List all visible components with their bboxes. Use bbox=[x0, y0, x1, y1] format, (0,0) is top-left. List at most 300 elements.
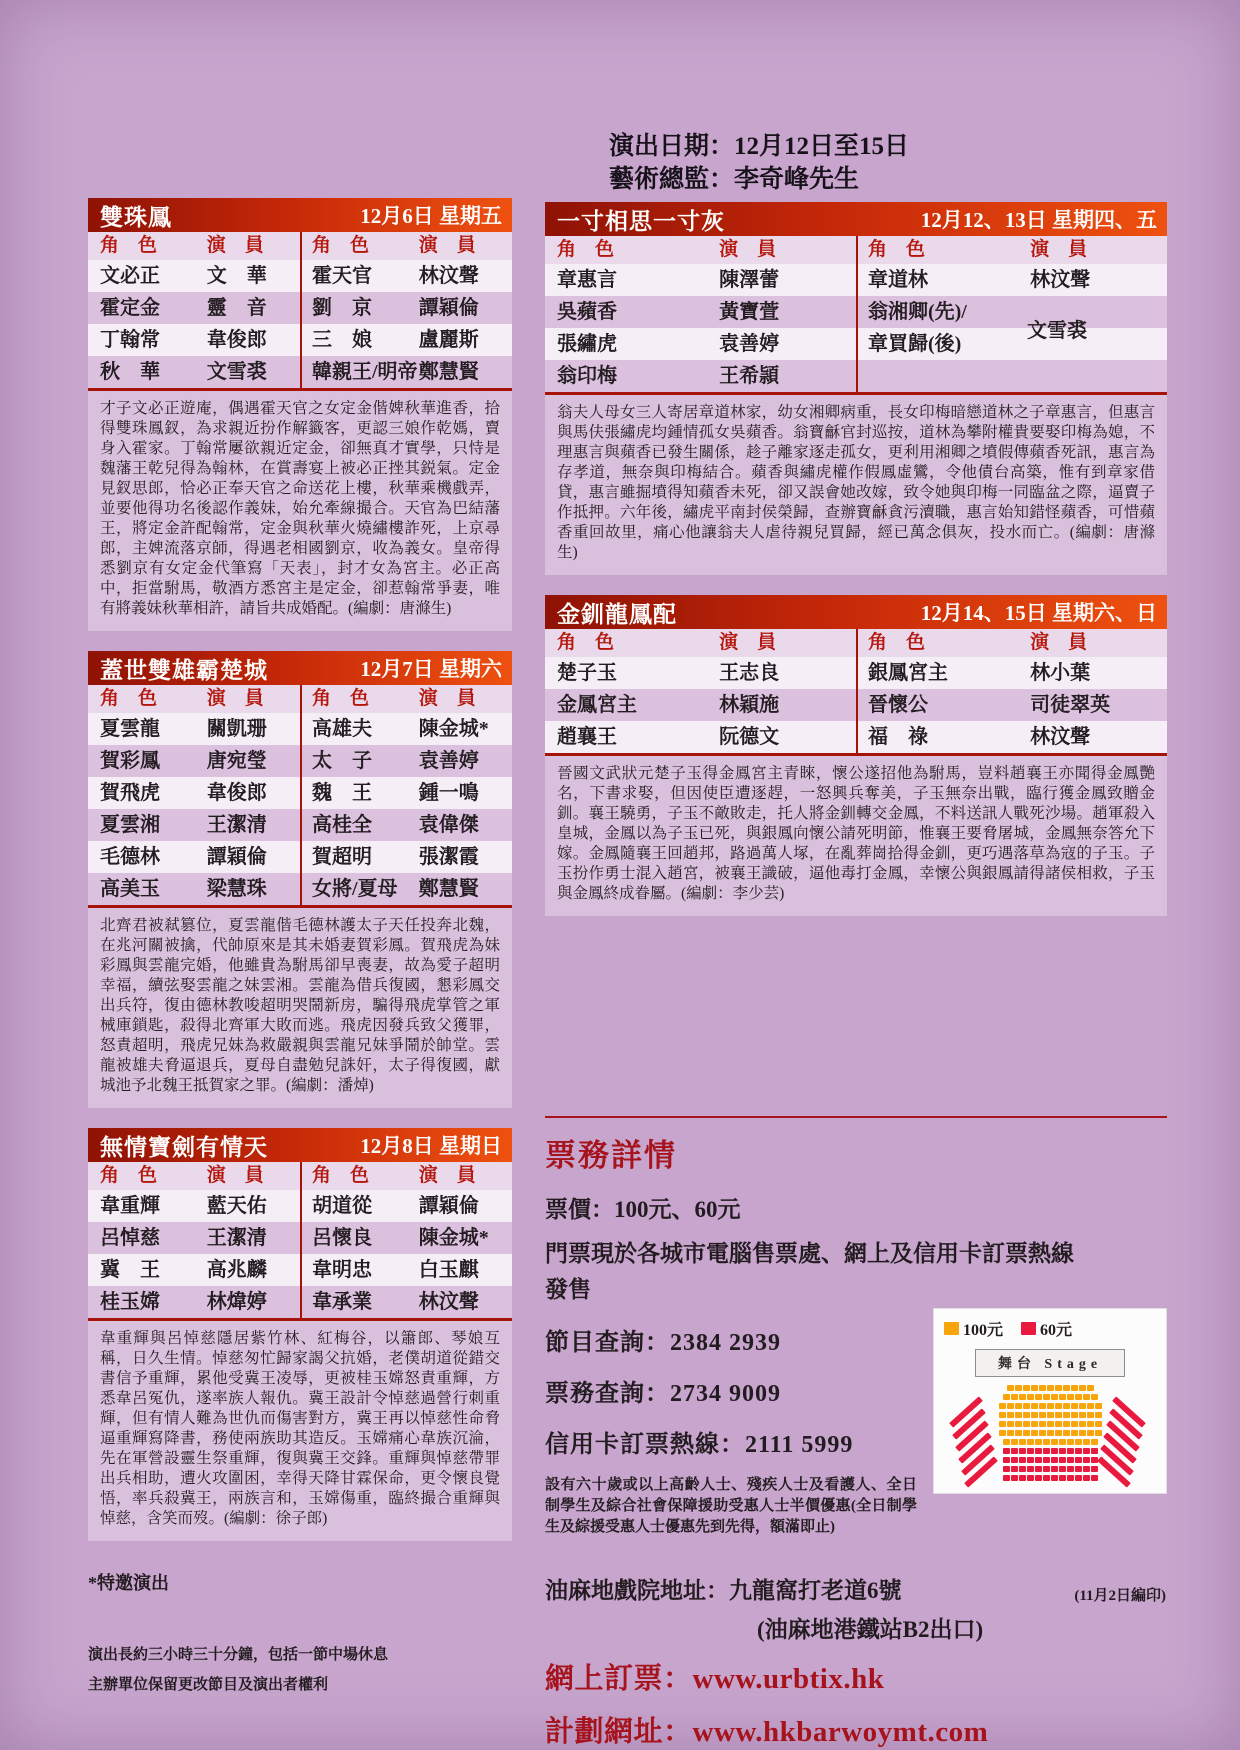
section-divider bbox=[545, 1116, 1167, 1118]
seat bbox=[1011, 1448, 1018, 1454]
seat-wing-left bbox=[946, 1409, 992, 1475]
seat-map-legend bbox=[942, 1317, 1158, 1340]
actor-cell: 黃寶萱 bbox=[719, 301, 780, 323]
actor-cell bbox=[1030, 360, 1167, 392]
actor-cell: 靈 音 bbox=[206, 297, 267, 319]
show-title: 蓋世雙雄霸楚城 bbox=[100, 657, 268, 683]
role-cell: 劉 京 bbox=[311, 297, 372, 319]
seat bbox=[1003, 1448, 1010, 1454]
role-cell: 高桂全 bbox=[311, 814, 372, 836]
seat bbox=[1095, 1421, 1102, 1427]
seat bbox=[1091, 1394, 1098, 1400]
seat bbox=[1051, 1457, 1058, 1463]
seat bbox=[1035, 1457, 1042, 1463]
actor-cell: 陳金城* bbox=[418, 1227, 489, 1249]
seat-row bbox=[999, 1412, 1102, 1418]
seat bbox=[1051, 1448, 1058, 1454]
role-cell: 霍定金 bbox=[100, 297, 160, 319]
seat-row bbox=[999, 1430, 1102, 1436]
seat bbox=[1071, 1403, 1078, 1409]
role-cell: 章道林 bbox=[867, 269, 928, 291]
seat bbox=[1047, 1430, 1054, 1436]
show-block bbox=[88, 198, 512, 631]
seat bbox=[1003, 1457, 1010, 1463]
performance-dates: 演出日期：12月12日至15日 bbox=[609, 133, 910, 160]
synopsis: 晉國文武狀元楚子玉得金鳳宮主青睞，懷公遂招他為駙馬，豈料趙襄王亦聞得金鳳艷名，下書求娶，但因使臣遭逐趕，一怒興兵奪美，子玉無奈出戰，臨行獲金鳳致贈金釧。襄王驍勇，子玉不敵敗走，托人將金釧轉交金鳳，不料送訊人戰死沙場。趙軍殺入皇城，金鳳以為子玉已死，與銀鳳向懷公請死明節，惟襄王要脅屠城，金鳳無奈答允下嫁。金鳳隨襄王回趙邦，路過萬人塚，在亂葬崗拾得金釧，更巧遇落草為寇的子玉。子玉扮作勇士混入趙宮，被襄王識破，逼他毒打金鳳，幸懷公與銀鳳請得諸侯相救，子玉與金鳳終成眷屬。(編劇：李少芸) bbox=[557, 765, 1155, 902]
seat bbox=[999, 1421, 1006, 1427]
role-cell: 毛德林 bbox=[100, 846, 160, 868]
venue-address-line1: 油麻地戲院地址：九龍窩打老道6號 bbox=[545, 1578, 902, 1603]
seat bbox=[1059, 1439, 1066, 1445]
seat bbox=[1019, 1448, 1026, 1454]
seat bbox=[1031, 1421, 1038, 1427]
seat bbox=[1055, 1403, 1062, 1409]
role-cell: 桂玉嫦 bbox=[100, 1291, 160, 1313]
seat-row bbox=[1003, 1457, 1098, 1463]
actor-cell: 林穎施 bbox=[719, 694, 780, 716]
seat bbox=[1051, 1466, 1058, 1472]
seat bbox=[1075, 1475, 1082, 1481]
price-swatch-60 bbox=[1021, 1322, 1036, 1335]
cast-table bbox=[88, 685, 512, 908]
seat bbox=[1035, 1475, 1042, 1481]
seat bbox=[1007, 1421, 1014, 1427]
cast-table bbox=[88, 1162, 512, 1321]
show-block bbox=[88, 1128, 512, 1541]
seat bbox=[1019, 1475, 1026, 1481]
seat bbox=[1043, 1466, 1050, 1472]
seat bbox=[1039, 1430, 1046, 1436]
role-cell: 章買歸(後) bbox=[867, 333, 962, 355]
actor-cell: 高兆麟 bbox=[206, 1259, 267, 1281]
seat bbox=[1023, 1412, 1030, 1418]
role-cell: 文必正 bbox=[100, 265, 160, 287]
actor-cell: 文 華 bbox=[206, 265, 267, 287]
show-title-bar bbox=[88, 198, 512, 232]
role-cell: 秋 華 bbox=[100, 361, 160, 383]
seat bbox=[1047, 1412, 1054, 1418]
show-date: 12月8日 星期日 bbox=[360, 1134, 502, 1158]
actor-cell: 王希頴 bbox=[719, 365, 780, 387]
right-show-blocks bbox=[545, 202, 1167, 916]
show-title-bar bbox=[88, 651, 512, 685]
seat-row bbox=[1003, 1394, 1098, 1400]
seat bbox=[1091, 1475, 1098, 1481]
show-date: 12月12、13日 星期四、五 bbox=[920, 208, 1157, 232]
column-header-actor: 演 員 bbox=[719, 632, 777, 653]
actor-cell: 林小葉 bbox=[1030, 662, 1091, 684]
seat bbox=[1003, 1466, 1010, 1472]
actor-cell: 韋俊郎 bbox=[206, 329, 267, 351]
actor-cell: 文雪裘 bbox=[206, 361, 267, 383]
synopsis: 韋重輝與呂悼慈隱居紫竹林、紅梅谷，以簫郎、琴娘互稱，日久生情。悼慈匆忙歸家謁父抗婚，老僕胡道從錯交書信予重輝，累他受冀王凌辱，更被桂玉嫦怒責重輝，方悉韋呂冤仇，遂率族人報仇。冀王設計令悼慈過營行刺重輝，但有情人難為世仇而傷害對方，冀王再以悼慈性命脅逼重輝寫降書，務使兩族助其造反。玉嫦痛心韋族沉淪，先在軍營設靈生祭重輝，復與冀王交鋒。重輝與悼慈帶罪出兵相助，遭火攻圍困，幸得天降甘霖保命，更令懷良覺悟，率兵殺冀王，兩族言和，玉嫦傷重，臨終撮合重輝與悼慈，含笑而歿。(編劇：徐子郎) bbox=[100, 1330, 500, 1527]
seat bbox=[1007, 1430, 1014, 1436]
actor-cell: 林汶聲 bbox=[418, 265, 479, 287]
column-header-actor: 演 員 bbox=[1030, 239, 1088, 260]
role-cell: 呂悼慈 bbox=[100, 1227, 160, 1249]
right-column bbox=[545, 130, 1167, 1750]
seat-row bbox=[1003, 1439, 1098, 1445]
column-header-actor: 演 員 bbox=[418, 235, 476, 256]
synopsis: 北齊君被弒篡位，夏雲龍偕毛德林護太子天任投奔北魏，在兆河關被擒，代帥原來是其未婚妻賀彩鳳。賀飛虎為妹彩鳳與雲龍完婚，他雖貴為駙馬卻早喪妻，故為愛子超明幸福，續弦娶雲龍之妹雲湘。雲龍為借兵復國，懇彩鳳交出兵符，復由德林教唆超明哭鬧新房，騙得飛虎掌管之軍械庫鎖匙，殺得北齊軍大敗而逃。飛虎因發兵致父獲罪，怒責超明，飛虎兄妹為救嚴親與雲龍兄妹爭鬧於帥堂。雲龍被雄夫脅逼退兵，夏母自盡勉兒誅奸，太子得復國，獻城池予北魏王抵賀家之罪。(編劇：潘焯) bbox=[100, 917, 500, 1094]
column-header-actor: 演 員 bbox=[206, 688, 264, 709]
role-cell: 章惠言 bbox=[557, 269, 617, 291]
actor-cell: 鍾一鳴 bbox=[418, 782, 479, 804]
seat bbox=[1083, 1394, 1090, 1400]
seat bbox=[1075, 1394, 1082, 1400]
seat bbox=[1019, 1394, 1026, 1400]
seat bbox=[1047, 1403, 1054, 1409]
table-divider bbox=[856, 629, 858, 753]
show-block bbox=[88, 651, 512, 1108]
seat bbox=[1011, 1439, 1018, 1445]
seat bbox=[1011, 1475, 1018, 1481]
rights-note: 主辦單位保留更改節目及演出者權利 bbox=[88, 1677, 329, 1693]
role-cell: 三 娘 bbox=[311, 329, 372, 351]
seat bbox=[1007, 1412, 1014, 1418]
ticket-price-line: 票價：100元、60元 bbox=[545, 1197, 741, 1222]
actor-cell: 袁善婷 bbox=[719, 333, 780, 355]
seat bbox=[1019, 1439, 1026, 1445]
column-header-role: 角 色 bbox=[100, 235, 158, 256]
actor-cell: 鄭慧賢 bbox=[418, 878, 479, 900]
ticket-sales-line: 門票現於各城市電腦售票處、網上及信用卡訂票熱線發售 bbox=[545, 1241, 1074, 1302]
seat-map bbox=[933, 1308, 1167, 1494]
seat bbox=[1011, 1457, 1018, 1463]
role-cell: 張繡虎 bbox=[557, 333, 617, 355]
show-date: 12月6日 星期五 bbox=[360, 204, 502, 228]
role-cell: 女將/夏母 bbox=[311, 878, 398, 900]
seat bbox=[1023, 1421, 1030, 1427]
seat bbox=[1015, 1430, 1022, 1436]
price-swatch-100 bbox=[944, 1322, 959, 1335]
seat bbox=[1067, 1439, 1074, 1445]
seat bbox=[1035, 1394, 1042, 1400]
artistic-director: 藝術總監：李奇峰先生 bbox=[609, 166, 860, 193]
credit-card-hotline-line: 信用卡訂票熱線：2111 5999 bbox=[545, 1432, 854, 1458]
seat bbox=[1047, 1421, 1054, 1427]
actor-cell: 王志良 bbox=[719, 662, 780, 684]
actor-cell: 譚穎倫 bbox=[206, 846, 267, 868]
seat bbox=[1095, 1430, 1102, 1436]
column-header-actor: 演 員 bbox=[418, 1165, 476, 1186]
actor-cell: 藍天佑 bbox=[206, 1195, 267, 1217]
column-header-role: 角 色 bbox=[311, 1165, 369, 1186]
seat bbox=[1091, 1466, 1098, 1472]
column-header-role: 角 色 bbox=[867, 239, 925, 260]
seat bbox=[1059, 1394, 1066, 1400]
venue-address-line2: (油麻地港鐵站B2出口) bbox=[757, 1617, 984, 1642]
seat bbox=[1035, 1439, 1042, 1445]
column-header-actor: 演 員 bbox=[206, 235, 264, 256]
column-header-actor: 演 員 bbox=[206, 1165, 264, 1186]
role-cell: 丁翰常 bbox=[100, 329, 160, 351]
actor-cell: 譚穎倫 bbox=[418, 297, 479, 319]
seat bbox=[1067, 1457, 1074, 1463]
seat-row bbox=[999, 1421, 1102, 1427]
show-title: 無情寶劍有情天 bbox=[100, 1134, 268, 1160]
seat-row bbox=[1003, 1466, 1098, 1472]
role-cell: 金鳳宮主 bbox=[557, 694, 637, 716]
legend-item bbox=[944, 1317, 1003, 1340]
seat bbox=[1055, 1430, 1062, 1436]
actor-cell: 鄭慧賢 bbox=[418, 361, 479, 383]
actor-cell: 陳澤蕾 bbox=[719, 269, 780, 291]
role-cell: 冀 王 bbox=[100, 1259, 160, 1281]
role-cell: 賀彩鳳 bbox=[100, 750, 160, 772]
column-header-role: 角 色 bbox=[100, 688, 158, 709]
seat bbox=[1087, 1385, 1094, 1391]
show-date: 12月14、15日 星期六、日 bbox=[920, 601, 1157, 625]
actor-cell: 文雪裘 bbox=[1027, 319, 1088, 342]
actor-cell: 司徒翠英 bbox=[1030, 694, 1111, 716]
role-cell: 楚子玉 bbox=[557, 662, 617, 684]
ticketing-heading: 票務詳情 bbox=[545, 1138, 677, 1173]
seat bbox=[1023, 1403, 1030, 1409]
role-cell: 韋重輝 bbox=[100, 1195, 160, 1217]
table-divider bbox=[300, 232, 302, 388]
column-header-actor: 演 員 bbox=[1030, 632, 1088, 653]
seat bbox=[1039, 1421, 1046, 1427]
guest-performance-note: *特邀演出 bbox=[88, 1573, 169, 1593]
actor-cell: 王潔清 bbox=[206, 814, 267, 836]
seat bbox=[1023, 1385, 1030, 1391]
left-show-blocks bbox=[88, 198, 512, 1541]
seat bbox=[1079, 1430, 1086, 1436]
print-date: (11月2日編印) bbox=[1074, 1588, 1166, 1604]
seat bbox=[1063, 1430, 1070, 1436]
actor-cell: 袁偉傑 bbox=[418, 814, 479, 836]
seat bbox=[1091, 1439, 1098, 1445]
legend-label: 60元 bbox=[1040, 1322, 1073, 1339]
seat-center-section bbox=[999, 1385, 1102, 1481]
seat bbox=[1007, 1403, 1014, 1409]
seat-map-floor bbox=[942, 1385, 1158, 1481]
seat bbox=[1055, 1412, 1062, 1418]
seat bbox=[1083, 1466, 1090, 1472]
show-block bbox=[545, 202, 1167, 575]
seat bbox=[1031, 1430, 1038, 1436]
actor-cell: 袁善婷 bbox=[418, 750, 479, 772]
role-cell: 胡道從 bbox=[311, 1195, 372, 1217]
show-title-bar bbox=[545, 595, 1167, 629]
actor-cell: 林汶聲 bbox=[1030, 726, 1091, 748]
column-header-actor: 演 員 bbox=[719, 239, 777, 260]
role-cell: 翁印梅 bbox=[557, 365, 617, 387]
role-cell: 太 子 bbox=[311, 750, 372, 772]
seat bbox=[1047, 1385, 1054, 1391]
show-title-bar bbox=[545, 202, 1167, 236]
online-booking-url: 網上訂票：www.urbtix.hk bbox=[545, 1663, 885, 1695]
column-header-role: 角 色 bbox=[557, 239, 615, 260]
synopsis: 翁夫人母女三人寄居章道林家，幼女湘卿病重，長女印梅暗戀道林之子章惠言，但惠言與馬伕張繡虎均鍾情孤女吳蘋香。翁寶龢官封巡按，道林為攀附權貴要娶印梅為媳，不理惠言與蘋香已發生關係，趁子離家逐走孤女，更利用湘卿之墳假傳蘋香死訊，惠言為存孝道，無奈與印梅結合。蘋香與繡虎權作假鳳虛鸞，令他債台高築，惟有到章家借貸，惠言雖掘墳得知蘋香未死，卻又誤會她改嫁，致令她與印梅一同臨盆之際，逼賣子作抵押。六年後，繡虎平南封侯榮歸，查辦寶龢貪污瀆職，惠言始知錯怪蘋香，可惜蘋香重回故里，痛心他讓翁夫人虐待親兒買歸，經已萬念俱灰，投水而亡。(編劇：唐滌生) bbox=[557, 404, 1155, 561]
column-header-role: 角 色 bbox=[557, 632, 615, 653]
role-cell: 霍天官 bbox=[311, 265, 372, 287]
seat bbox=[1039, 1403, 1046, 1409]
seat bbox=[1083, 1448, 1090, 1454]
seat bbox=[1063, 1421, 1070, 1427]
stage-box: 舞台 Stage bbox=[975, 1349, 1125, 1377]
table-divider bbox=[856, 236, 858, 392]
table-divider bbox=[300, 685, 302, 905]
seat bbox=[1075, 1457, 1082, 1463]
column-header-role: 角 色 bbox=[311, 688, 369, 709]
seat bbox=[1071, 1430, 1078, 1436]
seat bbox=[1035, 1448, 1042, 1454]
role-cell: 夏雲湘 bbox=[100, 814, 160, 836]
seat bbox=[1083, 1475, 1090, 1481]
actor-cell: 王潔清 bbox=[206, 1227, 267, 1249]
seat bbox=[1071, 1421, 1078, 1427]
seat bbox=[1067, 1448, 1074, 1454]
seat bbox=[1075, 1466, 1082, 1472]
seat bbox=[1055, 1421, 1062, 1427]
seat bbox=[1035, 1466, 1042, 1472]
concession-note: 設有六十歲或以上高齡人士、殘疾人士及看護人、全日制學生及綜合社會保障援助受惠人士半價優惠(全日制學生及綜援受惠人士優惠先到先得，額滿即止) bbox=[545, 1477, 917, 1535]
seat bbox=[1027, 1475, 1034, 1481]
role-cell: 福 祿 bbox=[867, 726, 928, 748]
column-header-actor: 演 員 bbox=[418, 688, 476, 709]
column-header-role: 角 色 bbox=[311, 235, 369, 256]
seat bbox=[1095, 1412, 1102, 1418]
column-header-role: 角 色 bbox=[100, 1165, 158, 1186]
role-cell: 高雄夫 bbox=[311, 718, 372, 740]
seat bbox=[1019, 1466, 1026, 1472]
seat bbox=[1027, 1457, 1034, 1463]
actor-cell: 白玉麒 bbox=[418, 1259, 479, 1281]
seat-row bbox=[1003, 1448, 1098, 1454]
column-header-role: 角 色 bbox=[867, 632, 925, 653]
seat bbox=[1087, 1430, 1094, 1436]
seat bbox=[1079, 1403, 1086, 1409]
seat bbox=[1079, 1385, 1086, 1391]
seat bbox=[1015, 1385, 1022, 1391]
seat bbox=[1059, 1475, 1066, 1481]
seat bbox=[1003, 1394, 1010, 1400]
legend-label: 100元 bbox=[963, 1322, 1004, 1339]
actor-cell: 梁慧珠 bbox=[206, 878, 267, 900]
role-cell: 呂懷良 bbox=[311, 1227, 372, 1249]
seat bbox=[1095, 1403, 1102, 1409]
legend-item bbox=[1021, 1317, 1072, 1340]
seat bbox=[1075, 1439, 1082, 1445]
seat-row bbox=[1007, 1385, 1094, 1391]
seat bbox=[1063, 1412, 1070, 1418]
seat bbox=[1027, 1439, 1034, 1445]
seat bbox=[1043, 1439, 1050, 1445]
role-cell: 魏 王 bbox=[311, 782, 372, 804]
actor-cell: 韋俊郎 bbox=[206, 782, 267, 804]
seat bbox=[1071, 1385, 1078, 1391]
actor-cell: 唐宛瑩 bbox=[206, 750, 267, 772]
seat bbox=[1015, 1421, 1022, 1427]
actor-cell: 林汶聲 bbox=[418, 1291, 479, 1313]
seat bbox=[999, 1412, 1006, 1418]
seat bbox=[1063, 1385, 1070, 1391]
role-cell: 夏雲龍 bbox=[100, 718, 160, 740]
seat bbox=[1023, 1430, 1030, 1436]
seat bbox=[1027, 1448, 1034, 1454]
seat bbox=[1051, 1439, 1058, 1445]
seat bbox=[1031, 1412, 1038, 1418]
seat bbox=[1027, 1466, 1034, 1472]
seat-row bbox=[999, 1403, 1102, 1409]
cast-table bbox=[545, 236, 1167, 395]
seat bbox=[1011, 1466, 1018, 1472]
role-cell: 賀飛虎 bbox=[100, 782, 160, 804]
seat bbox=[1019, 1457, 1026, 1463]
seat bbox=[1011, 1394, 1018, 1400]
show-title-bar bbox=[88, 1128, 512, 1162]
seat bbox=[1003, 1475, 1010, 1481]
programme-enquiry-line: 節目查詢：2384 2939 bbox=[545, 1330, 781, 1356]
role-cell: 趙襄王 bbox=[557, 726, 617, 748]
show-title: 金釧龍鳳配 bbox=[557, 601, 677, 627]
seat bbox=[1059, 1448, 1066, 1454]
table-divider bbox=[300, 1162, 302, 1318]
page-header bbox=[545, 130, 1167, 196]
actor-cell: 林汶聲 bbox=[1030, 269, 1091, 291]
actor-cell: 盧麗斯 bbox=[418, 329, 479, 351]
footnotes bbox=[88, 1569, 512, 1694]
seat bbox=[1055, 1385, 1062, 1391]
role-cell: 韓親王/明帝 bbox=[311, 361, 418, 383]
seat bbox=[1043, 1475, 1050, 1481]
seat-row bbox=[1003, 1475, 1098, 1481]
seat bbox=[1039, 1412, 1046, 1418]
seat bbox=[1003, 1439, 1010, 1445]
seat bbox=[1059, 1466, 1066, 1472]
seat bbox=[1039, 1385, 1046, 1391]
actor-cell: 譚穎倫 bbox=[418, 1195, 479, 1217]
seat bbox=[1079, 1412, 1086, 1418]
role-cell: 韋明忠 bbox=[311, 1259, 372, 1281]
show-date: 12月7日 星期六 bbox=[360, 657, 502, 681]
cast-table bbox=[545, 629, 1167, 756]
seat bbox=[1083, 1457, 1090, 1463]
ticketing-enquiry-line: 票務查詢：2734 9009 bbox=[545, 1381, 781, 1407]
synopsis: 才子文必正遊庵，偶遇霍天官之女定金偕婢秋華進香，拾得雙珠鳳釵，為求親近扮作解籤客，更認三娘作乾媽，賣身入霍家。丁翰常屢欲親近定金，卻無真才實學，只恃是魏藩王乾兒得為翰林，在賞壽宴上被必正挫其鋭氣。定金見釵思郎，恰必正奉天官之命送花上樓，秋華乘機戲弄，並要他得功名後認作義妹，始允牽線撮合。天官為巴結藩王，將定金許配翰常，定金與秋華火燒繡樓詐死，上京尋郎，主婢流落京師，得遇老相國劉京，收為義女。皇帝得悉劉京有女定金代筆寫「天表」，封才女為宮主。必正高中，拒當駙馬，敬酒方悉宮主是定金，卻惹翰常爭妻，唯有將義妹秋華相許，請旨共成婚配。(編劇：唐滌生) bbox=[100, 400, 500, 617]
left-column bbox=[88, 198, 512, 1703]
seat bbox=[1071, 1412, 1078, 1418]
seat bbox=[1043, 1448, 1050, 1454]
seat bbox=[1087, 1412, 1094, 1418]
seat bbox=[1051, 1394, 1058, 1400]
seat bbox=[1031, 1385, 1038, 1391]
seat bbox=[1051, 1475, 1058, 1481]
seat bbox=[1075, 1448, 1082, 1454]
seat bbox=[1059, 1457, 1066, 1463]
seat bbox=[1031, 1403, 1038, 1409]
seat bbox=[1091, 1448, 1098, 1454]
role-cell: 韋承業 bbox=[311, 1291, 372, 1313]
seat bbox=[1067, 1394, 1074, 1400]
seat bbox=[1063, 1403, 1070, 1409]
seat bbox=[1027, 1394, 1034, 1400]
seat bbox=[1067, 1466, 1074, 1472]
seat bbox=[999, 1403, 1006, 1409]
role-cell: 銀鳳宮主 bbox=[867, 662, 948, 684]
seat bbox=[1079, 1421, 1086, 1427]
role-cell: 翁湘卿(先)/ bbox=[867, 301, 967, 323]
actor-cell: 阮德文 bbox=[719, 726, 780, 748]
role-cell: 賀超明 bbox=[311, 846, 372, 868]
seat bbox=[1043, 1394, 1050, 1400]
actor-cell: 林煒婷 bbox=[206, 1291, 267, 1313]
duration-note: 演出長約三小時三十分鐘，包括一節中場休息 bbox=[88, 1647, 389, 1663]
role-cell: 吳蘋香 bbox=[557, 301, 617, 323]
seat bbox=[1083, 1439, 1090, 1445]
